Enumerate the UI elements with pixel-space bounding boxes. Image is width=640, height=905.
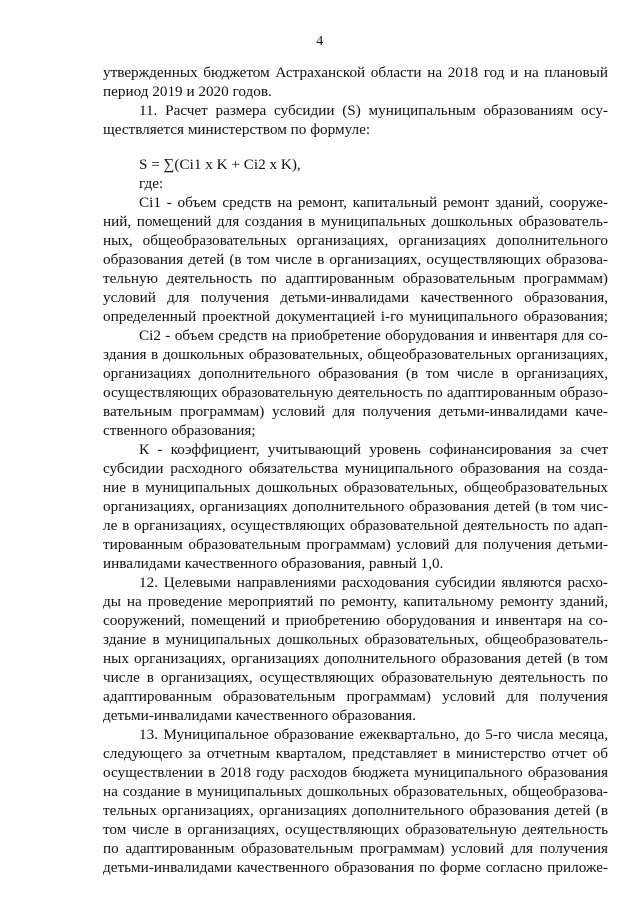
- text-line: тированным образовательным программам) условий для получения детьми-: [103, 536, 608, 553]
- page-number: 4: [316, 34, 324, 49]
- text-line: том числе в организациях, осуществляющих образовательную деятельность: [103, 821, 608, 838]
- text-line: условий для получения детьми-инвалидами качественного образования,: [103, 289, 608, 306]
- text-line: детьми-инвалидами качественного образования.: [103, 707, 416, 724]
- text-line: осуществлении в 2018 году расходов бюджета муниципального образования: [103, 764, 608, 781]
- text-line: определенный проектной документацией i-го муниципального образования;: [103, 308, 608, 325]
- paragraph-11-start: 11. Расчет размера субсидии (S) муниципальным образованиям осу-: [139, 102, 608, 119]
- text-line: инвалидами качественного образования, равный 1,0.: [103, 555, 444, 572]
- ci1-definition-start: Ci1 - объем средств на ремонт, капитальный ремонт зданий, сооруже-: [139, 194, 608, 211]
- text-line: вательным программам) условий для получения детьми-инвалидами каче-: [103, 403, 608, 420]
- formula-where: где:: [139, 175, 164, 192]
- text-line: тельных организациях, организациях дополнительного образования детей (в: [103, 802, 608, 819]
- text-line: здания в дошкольных образовательных, общеобразовательных организациях,: [103, 346, 608, 363]
- formula: S = ∑(Ci1 х K + Ci2 х K),: [139, 156, 301, 173]
- text-line: адаптированным образовательным программам) условий для получения: [103, 688, 608, 705]
- text-line: здание в муниципальных дошкольных образовательных, общеобразователь-: [103, 631, 608, 648]
- text-line: ле в организациях, осуществляющих образовательной деятельность по адап-: [103, 517, 608, 534]
- text-line: детьми-инвалидами качественного образования по форме согласно приложе-: [103, 859, 608, 876]
- text-line: ние в муниципальных дошкольных образовательных, общеобразовательных: [103, 479, 608, 496]
- document-body: [103, 63, 608, 877]
- text-line: ний, помещений для создания в муниципальных дошкольных образователь-: [103, 213, 608, 230]
- text-line: ды на проведение мероприятий по ремонту, капитальному ремонту зданий,: [103, 593, 608, 610]
- text-line: на создание в муниципальных дошкольных образовательных, общеобразова-: [103, 783, 608, 800]
- text-line: субсидии расходного обязательства муниципального образования на созда-: [103, 460, 608, 477]
- text-line: осуществляющих образовательную деятельность по адаптированным образо-: [103, 384, 608, 401]
- text-line: утвержденных бюджетом Астраханской области на 2018 год и на плановый: [103, 64, 608, 81]
- ci2-definition-start: Ci2 - объем средств на приобретение оборудования и инвентаря для со-: [139, 327, 608, 344]
- text-line: ных, общеобразовательных организациях, организациях дополнительного: [103, 232, 608, 249]
- text-line: организациях дополнительного образования (в том числе в организациях,: [103, 365, 608, 382]
- text-line: период 2019 и 2020 годов.: [103, 83, 272, 100]
- text-line: организациях, организациях дополнительного образования детей (в том чис-: [103, 498, 608, 515]
- paragraph-13-start: 13. Муниципальное образование ежеквартально, до 5-го числа месяца,: [139, 726, 608, 743]
- text-line: ществляется министерством по формуле:: [103, 121, 371, 138]
- text-line: ственного образования;: [103, 422, 256, 439]
- text-line: тельную деятельность по адаптированным образовательным программам): [103, 270, 608, 287]
- text-line: образования детей (в том числе в организациях, осуществляющих образова-: [103, 251, 608, 268]
- text-line: ных организациях, организациях дополнительного образования детей (в том: [103, 650, 608, 667]
- text-line: по адаптированным образовательным программам) условий для получения: [103, 840, 608, 857]
- text-line: следующего за отчетным кварталом, представляет в министерство отчет об: [103, 745, 608, 762]
- text-line: сооружений, помещений и приобретению оборудования и инвентаря на со-: [103, 612, 608, 629]
- paragraph-12-start: 12. Целевыми направлениями расходования субсидии являются расхо-: [139, 574, 608, 591]
- text-line: числе в организациях, осуществляющих образовательную деятельность по: [103, 669, 608, 686]
- k-definition-start: К - коэффициент, учитывающий уровень софинансирования за счет: [139, 441, 608, 458]
